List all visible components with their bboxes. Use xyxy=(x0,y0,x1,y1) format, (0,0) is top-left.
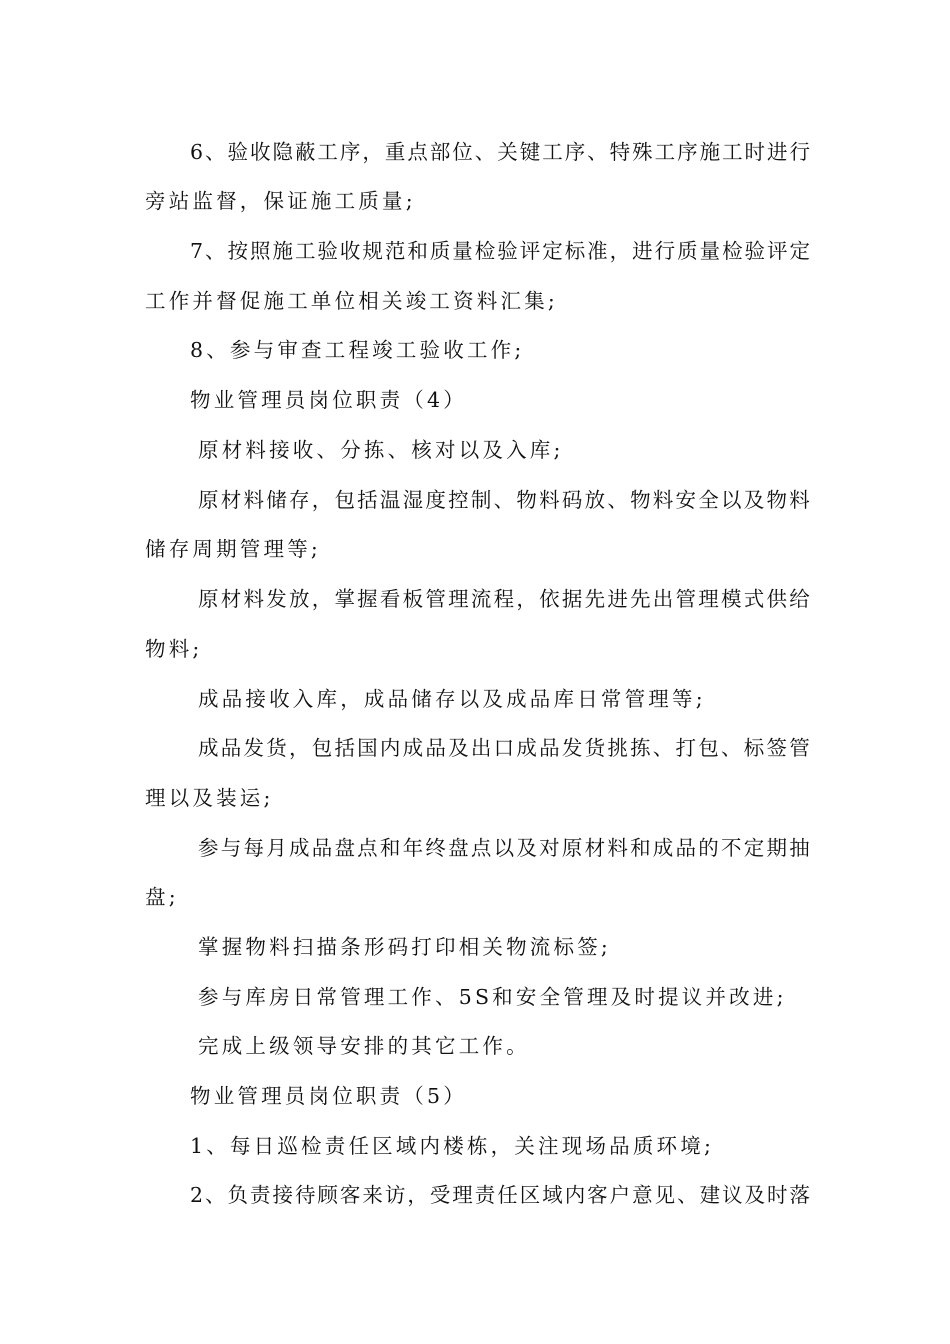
paragraph-line: 8、参与审查工程竣工验收工作; xyxy=(190,338,525,362)
paragraph-line: 盘; xyxy=(145,885,179,909)
paragraph-line: 理以及装运; xyxy=(145,786,274,810)
paragraph-line: 1、每日巡检责任区域内楼栋，关注现场品质环境; xyxy=(190,1134,715,1158)
paragraph-line: 成品发货，包括国内成品及出口成品发货挑拣、打包、标签管 xyxy=(198,736,812,760)
section-heading: 物业管理员岗位职责（5） xyxy=(190,1084,467,1108)
paragraph-line: 参与库房日常管理工作、5S和安全管理及时提议并改进; xyxy=(198,985,787,1009)
section-heading: 物业管理员岗位职责（4） xyxy=(190,388,467,412)
paragraph-line: 旁站监督，保证施工质量; xyxy=(145,189,416,213)
paragraph-line: 物料; xyxy=(145,637,203,661)
paragraph-line: 储存周期管理等; xyxy=(145,537,322,561)
paragraph-line: 6、验收隐蔽工序，重点部位、关键工序、特殊工序施工时进行 xyxy=(190,140,812,164)
paragraph-line: 成品接收入库，成品储存以及成品库日常管理等; xyxy=(198,687,706,711)
paragraph-line: 7、按照施工验收规范和质量检验评定标准，进行质量检验评定 xyxy=(190,239,812,263)
paragraph-line: 工作并督促施工单位相关竣工资料汇集; xyxy=(145,289,559,313)
paragraph-line: 原材料发放，掌握看板管理流程，依据先进先出管理模式供给 xyxy=(198,587,812,611)
paragraph-line: 掌握物料扫描条形码打印相关物流标签; xyxy=(198,935,612,959)
paragraph-line: 参与每月成品盘点和年终盘点以及对原材料和成品的不定期抽 xyxy=(198,836,812,860)
paragraph-line: 原材料接收、分拣、核对以及入库; xyxy=(198,438,564,462)
paragraph-line: 完成上级领导安排的其它工作。 xyxy=(198,1034,530,1058)
paragraph-line: 2、负责接待顾客来访，受理责任区域内客户意见、建议及时落 xyxy=(190,1183,812,1207)
paragraph-line: 原材料储存，包括温湿度控制、物料码放、物料安全以及物料 xyxy=(198,488,812,512)
